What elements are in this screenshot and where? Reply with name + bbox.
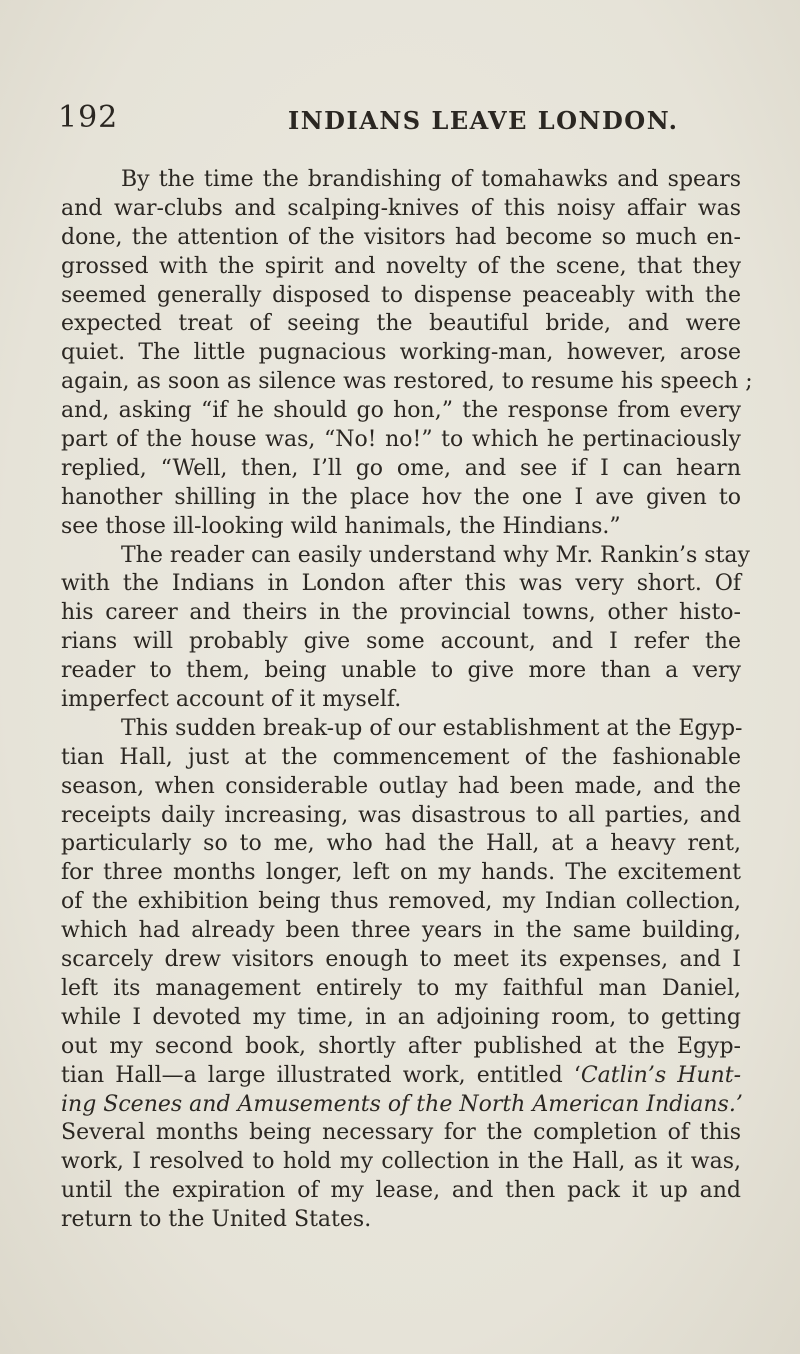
text-line: left its management entirely to my faithful man Daniel, bbox=[61, 975, 741, 1001]
text-line: This sudden break-up of our establishment at the Egyp- bbox=[121, 715, 743, 741]
text-line: out my second book, shortly after published at the Egyp- bbox=[61, 1033, 741, 1059]
text-line: hanother shilling in the place hov the one I ave given to bbox=[61, 484, 741, 510]
text-line: receipts daily increasing, was disastrous to all parties, and bbox=[61, 802, 741, 828]
text-line: The reader can easily understand why Mr. Rankin’s stay bbox=[121, 542, 750, 568]
text-line: and, asking “if he should go hon,” the response from every bbox=[61, 398, 741, 424]
text-line: tian Hall, just at the commencement of the fashionable bbox=[61, 744, 741, 770]
text-line: and war-clubs and scalping-knives of this noisy affair was bbox=[61, 195, 741, 221]
text-line-italic: ing Scenes and Amusements of the North American Indians.’ bbox=[61, 1091, 743, 1117]
text-line: particularly so to me, who had the Hall, at a heavy rent, bbox=[61, 831, 741, 857]
text-line: his career and theirs in the provincial towns, other histo- bbox=[61, 600, 741, 626]
text-line: done, the attention of the visitors had become so much en- bbox=[61, 224, 741, 250]
text-line: work, I resolved to hold my collection in the Hall, as it was, bbox=[61, 1149, 741, 1175]
text-line: imperfect account of it myself. bbox=[61, 687, 402, 713]
text-line: seemed generally disposed to dispense peaceably with the bbox=[61, 282, 741, 308]
text-line: return to the United States. bbox=[61, 1207, 372, 1233]
text-line: reader to them, being unable to give more than a very bbox=[61, 658, 741, 684]
text-line: rians will probably give some account, and I refer the bbox=[61, 629, 741, 655]
page-number: 192 bbox=[58, 100, 119, 135]
running-head bbox=[58, 100, 758, 140]
text-line: until the expiration of my lease, and then pack it up and bbox=[61, 1178, 741, 1204]
text-line: expected treat of seeing the beautiful bride, and were bbox=[61, 311, 741, 337]
text-line: again, as soon as silence was restored, to resume his speech ; bbox=[61, 369, 753, 395]
text-line: season, when considerable outlay had been made, and the bbox=[61, 773, 741, 799]
text-line: for three months longer, left on my hands. The excitement bbox=[61, 860, 741, 886]
text-line bbox=[61, 1062, 741, 1091]
text-segment: tian Hall—a large illustrated work, entitled ‘ bbox=[61, 1062, 581, 1088]
text-line: of the exhibition being thus removed, my Indian collection, bbox=[61, 889, 741, 915]
body-text bbox=[61, 166, 753, 1235]
text-line: which had already been three years in the same building, bbox=[61, 918, 741, 944]
book-title-italic: Catlin’s Hunt- bbox=[580, 1062, 741, 1088]
text-line: with the Indians in London after this was very short. Of bbox=[61, 571, 741, 597]
text-line: part of the house was, “No! no!” to which he pertinaciously bbox=[61, 427, 741, 453]
text-line: while I devoted my time, in an adjoining room, to getting bbox=[61, 1004, 741, 1030]
text-line: Several months being necessary for the completion of this bbox=[61, 1120, 741, 1146]
text-line: replied, “Well, then, I’ll go ome, and see if I can hearn bbox=[61, 455, 741, 481]
text-line: scarcely drew visitors enough to meet its expenses, and I bbox=[61, 947, 741, 973]
text-line: see those ill-looking wild hanimals, the Hindians.” bbox=[61, 513, 621, 539]
text-line: By the time the brandishing of tomahawks and spears bbox=[121, 167, 741, 192]
running-title: INDIANS LEAVE LONDON. bbox=[288, 106, 679, 135]
text-line: quiet. The little pugnacious working-man, however, arose bbox=[61, 340, 741, 366]
text-line: grossed with the spirit and novelty of the scene, that they bbox=[61, 253, 741, 279]
